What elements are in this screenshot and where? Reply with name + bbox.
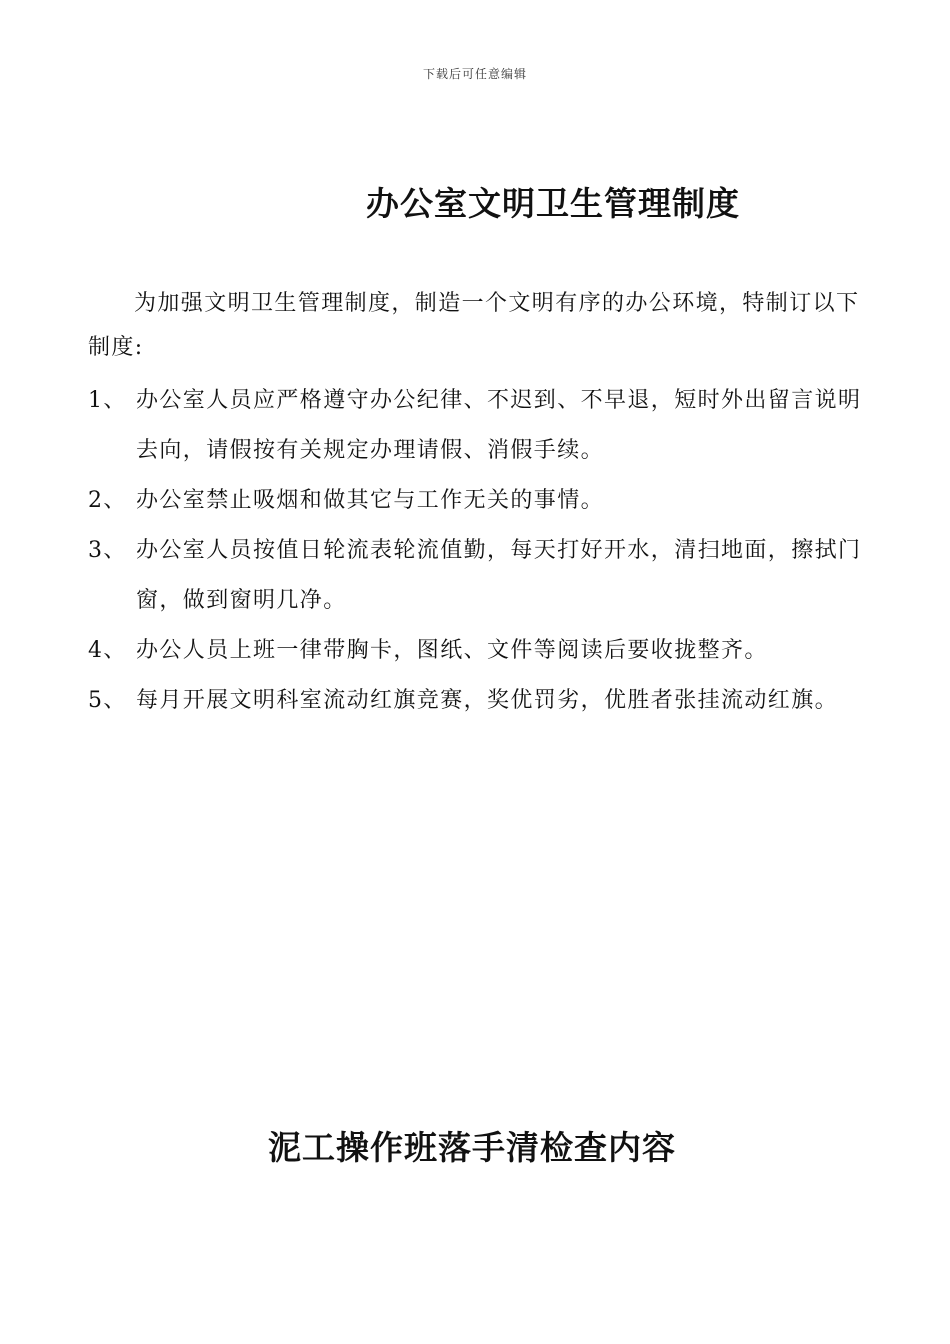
rule-text: 办公室禁止吸烟和做其它与工作无关的事情。 <box>136 488 605 513</box>
rule-number: 3、 <box>88 538 127 563</box>
rule-text: 每月开展文明科室流动红旗竞赛，奖优罚劣，优胜者张挂流动红旗。 <box>136 688 839 713</box>
next-section-title: 泥工操作班落手清检查内容 <box>268 1128 676 1167</box>
rule-item-2 <box>88 476 878 526</box>
rule-text: 办公室人员按值日轮流表轮流值勤，每天打好开水，清扫地面，擦拭门窗，做到窗明几净。 <box>136 538 862 613</box>
rule-item-3 <box>88 526 878 626</box>
rule-item-4 <box>88 626 878 676</box>
rule-item-1 <box>88 376 878 476</box>
rule-number: 5、 <box>88 688 127 713</box>
document-title: 办公室文明卫生管理制度 <box>366 184 740 223</box>
rule-text: 办公人员上班一律带胸卡，图纸、文件等阅读后要收拢整齐。 <box>136 638 768 663</box>
rule-number: 2、 <box>88 488 127 513</box>
rule-item-5 <box>88 676 878 726</box>
rule-text: 办公室人员应严格遵守办公纪律、不迟到、不早退，短时外出留言说明去向，请假按有关规定办理请假、消假手续。 <box>136 388 862 463</box>
rule-number: 1、 <box>88 388 127 413</box>
intro-paragraph: 为加强文明卫生管理制度，制造一个文明有序的办公环境，特制订以下制度: <box>88 291 860 360</box>
rules-list <box>88 376 878 726</box>
rule-number: 4、 <box>88 638 127 663</box>
header-note: 下载后可任意编辑 <box>422 67 527 81</box>
